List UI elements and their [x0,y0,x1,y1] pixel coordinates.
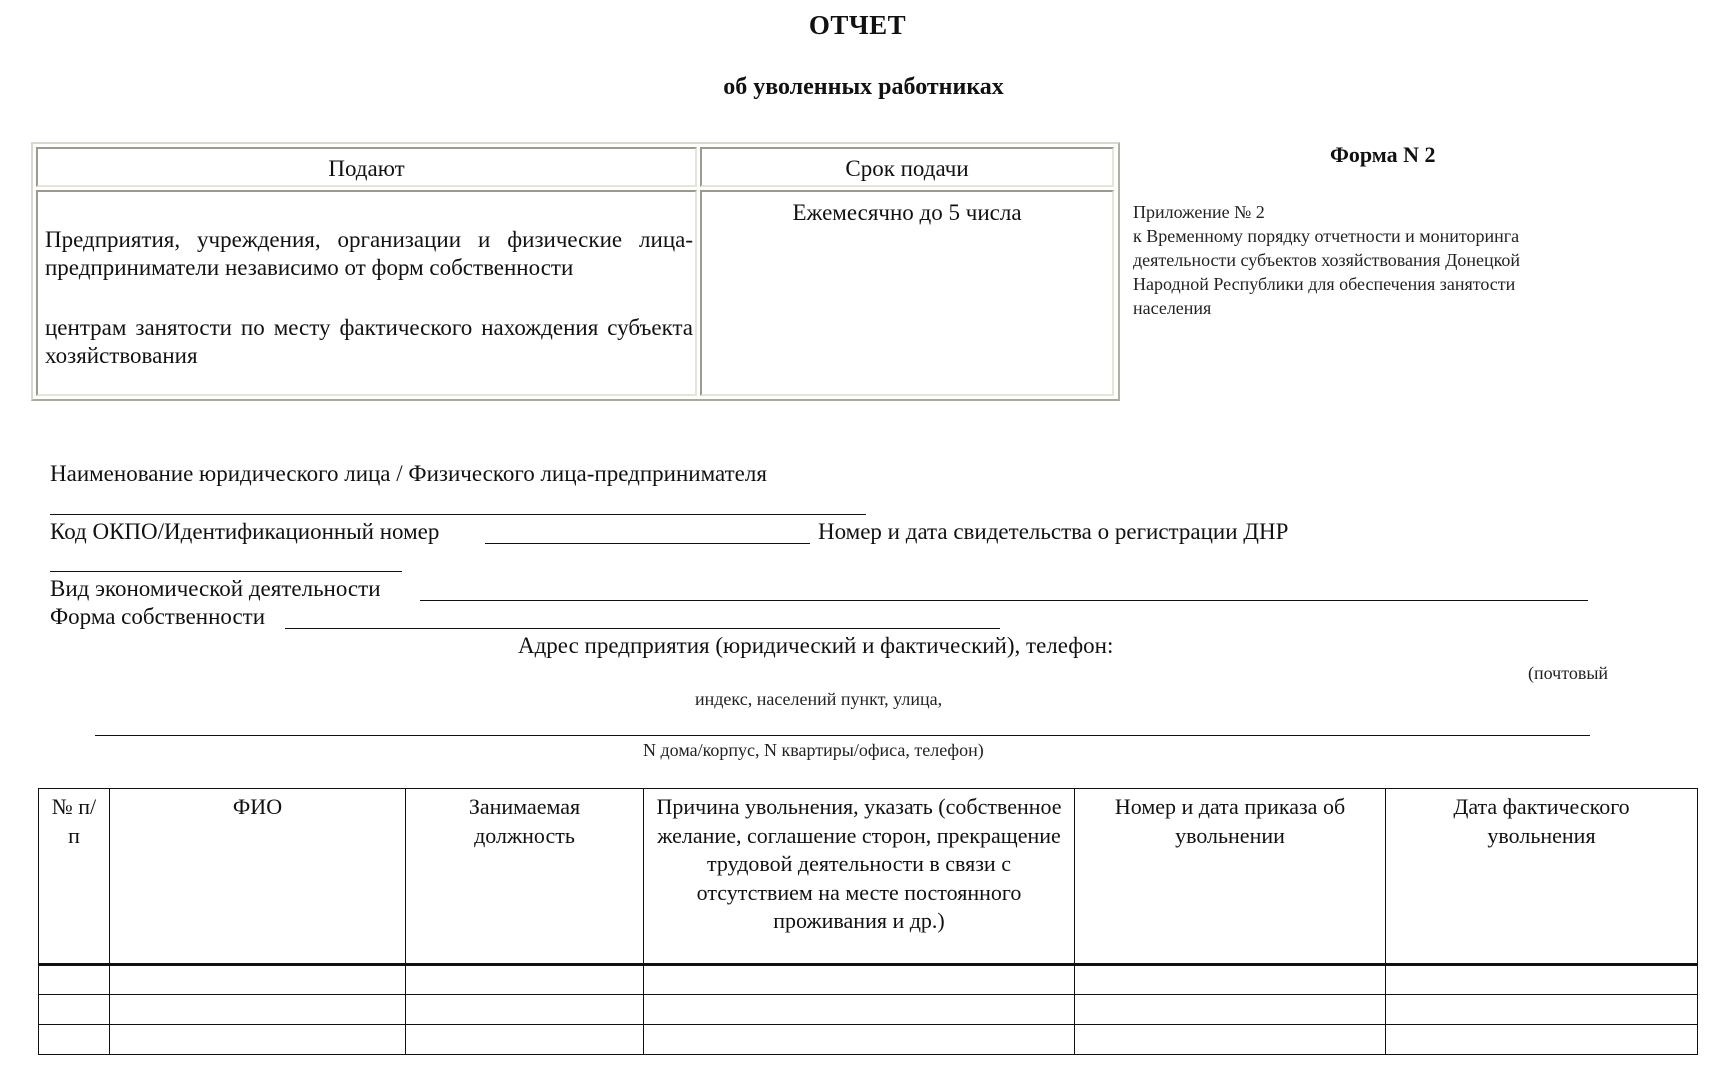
address-hint-house: N дома/корпус, N квартиры/офиса, телефон) [643,740,984,760]
column-header-actual-dismissal-date: Дата фактического увольнения [1386,789,1698,965]
submitters-cell [36,190,697,396]
deadline-header-cell [700,147,1114,187]
column-header-number: № п/п [39,789,110,965]
cell-dismissal-reason[interactable] [644,1025,1075,1055]
form-number: Форма N 2 [1330,142,1436,167]
appendix-line: деятельности субъектов хозяйствования Донецкой [1133,250,1521,270]
entity-name-label: Наименование юридического лица / Физического лица-предпринимателя [50,461,767,486]
cell-dismissal-reason[interactable] [644,995,1075,1025]
appendix-line: Приложение № 2 [1133,202,1265,222]
submitters-header-cell [36,147,697,187]
address-hint-postal: (почтовый [1528,663,1609,683]
table-row [39,965,1698,995]
activity-label: Вид экономической деятельности [50,576,381,601]
okpo-label: Код ОКПО/Идентификационный номер [50,519,440,544]
cell-number[interactable] [39,995,110,1025]
cell-dismissal-reason[interactable] [644,965,1075,995]
table-row [39,1025,1698,1055]
registration-label: Номер и дата свидетельства о регистрации ДНР [818,519,1289,544]
report-subtitle: об уволенных работниках [723,74,1004,100]
okpo-field[interactable] [485,543,810,544]
column-header-full-name: ФИО [110,789,406,965]
report-title: ОТЧЕТ [808,10,907,40]
cell-number[interactable] [39,965,110,995]
cell-position[interactable] [406,965,644,995]
deadline-header: Срок подачи [845,156,969,181]
column-header-dismissal-reason: Причина увольнения, указать (собственное желание, соглашение сторон, прекращение трудовой деятельности в связи с отсутствием на месте постоянного проживания и др.) [644,789,1075,965]
ownership-field[interactable] [285,628,1000,629]
submitters-text: Предприятия, учреждения, организации и физические лица-предприниматели независимо от форм собственности [45,227,693,280]
submission-table [31,142,1120,401]
cell-full-name[interactable] [110,1025,406,1055]
cell-order-number-date[interactable] [1075,995,1386,1025]
deadline-text: Ежемесячно до 5 числа [792,200,1022,225]
cell-position[interactable] [406,1025,644,1055]
registration-field[interactable] [50,571,402,572]
entity-name-field[interactable] [50,514,866,515]
appendix-line: населения [1133,298,1212,318]
cell-actual-dismissal-date[interactable] [1386,965,1698,995]
cell-position[interactable] [406,995,644,1025]
table-header-row [39,789,1698,965]
cell-order-number-date[interactable] [1075,1025,1386,1055]
cell-full-name[interactable] [110,995,406,1025]
table-row [39,995,1698,1025]
recipients-text: центрам занятости по месту фактического нахождения субъекта хозяйствования [45,315,693,368]
address-field[interactable] [95,735,1590,736]
dismissed-employees-table [38,788,1698,1055]
cell-full-name[interactable] [110,965,406,995]
ownership-label: Форма собственности [50,604,266,629]
column-header-order-number-date: Номер и дата приказа об увольнении [1075,789,1386,965]
appendix-note [1133,200,1613,320]
cell-number[interactable] [39,1025,110,1055]
address-hint-street: индекс, населений пункт, улица, [695,689,943,709]
cell-actual-dismissal-date[interactable] [1386,995,1698,1025]
activity-field[interactable] [420,600,1588,601]
column-header-position: Занимаемая должность [406,789,644,965]
appendix-line: Народной Республики для обеспечения занятости [1133,274,1516,294]
address-label: Адрес предприятия (юридический и фактический), телефон: [518,633,1114,658]
appendix-line: к Временному порядку отчетности и мониторинга [1133,226,1520,246]
cell-actual-dismissal-date[interactable] [1386,1025,1698,1055]
submitters-header: Подают [328,156,405,181]
cell-order-number-date[interactable] [1075,965,1386,995]
deadline-cell [700,190,1114,396]
